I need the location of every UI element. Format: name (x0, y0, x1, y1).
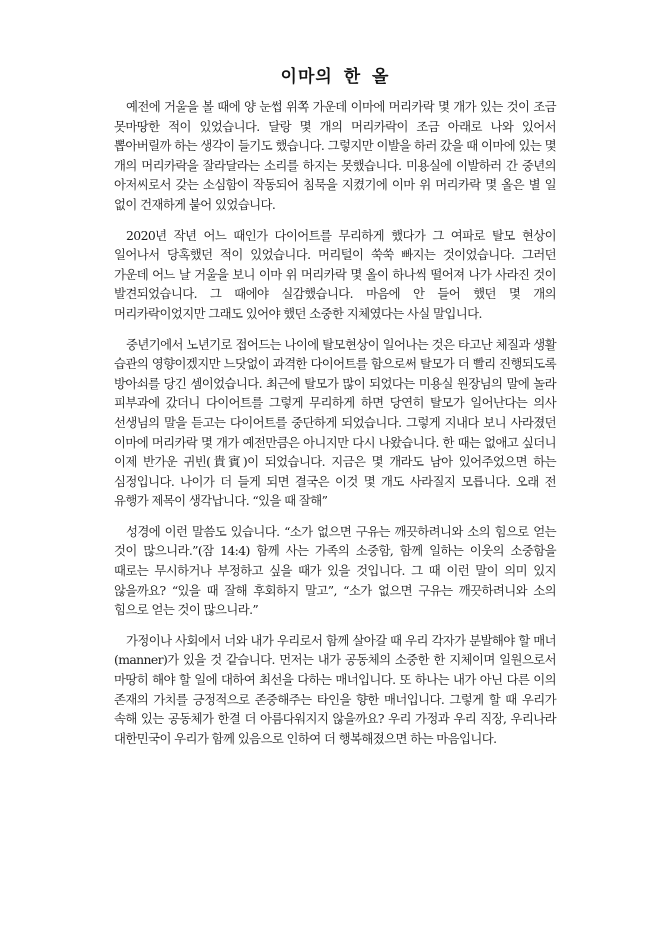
document-title: 이마의 한 올 (280, 67, 390, 87)
paragraph-1: 예전에 거울을 볼 때에 양 눈썹 위쪽 가운데 이마에 머리카락 몇 개가 있는 것이 조금 못마땅한 적이 있었습니다. 달랑 몇 개의 머리카락이 조금 아래로 나와 있어서 뽑아버릴까 하는 생각이 들기도 했습니다. 그렇지만 이발을 하러 갔을 때 이마에 있는 몇 개의 머리카락을 잘라달라는 소리를 하지는 못했습니다. 미용실에 이발하러 간 중년의 아저씨로서 갖는 소심함이 작동되어 침묵을 지켰기에 이마 위 머리카락 몇 올은 별 일 없이 건재하게 붙어 있었습니다. (114, 99, 556, 212)
paragraph-5: 가정이나 사회에서 너와 내가 우리로서 함께 살아갈 때 우리 각자가 분발해야 할 매너(manner)가 있을 것 같습니다. 먼저는 내가 공동체의 소중한 한 지체이며 일원으로서 마땅히 해야 할 일에 대하여 최선을 다하는 매너입니다. 또 하나는 내가 아닌 다른 이의 존재의 가치를 긍정적으로 존중해주는 타인을 향한 매너입니다. 그렇게 할 때 우리가 속해 있는 공동체가 한결 더 아름다워지지 않을까요? 우리 가정과 우리 직장, 우리나라 대한민국이 우리가 함께 있음으로 인하여 더 행복해졌으면 하는 마음입니다. (114, 632, 556, 746)
paragraph-2: 2020년 작년 어느 때인가 다이어트를 무리하게 했다가 그 여파로 탈모 현상이 일어나서 당혹했던 적이 있었습니다. 머리털이 쑥쑥 빠지는 것이었습니다. 그러던 가운데 어느 날 거울을 보니 이마 위 머리카락 몇 올이 하나씩 떨어져 나가 사라진 것이 발견되었습니다. 그 때에야 실감했습니다. 마음에 안 들어 했던 몇 개의 머리카락이었지만 그래도 있어야 했던 소중한 지체였다는 사실 말입니다. (114, 227, 556, 321)
paragraph-3: 중년기에서 노년기로 접어드는 나이에 탈모현상이 일어나는 것은 타고난 체질과 생활 습관의 영향이겠지만 느닷없이 과격한 다이어트를 함으로써 탈모가 더 빨리 진행되도록 방아쇠를 당긴 셈이었습니다. 최근에 탈모가 많이 되었다는 미용실 원장님의 말에 놀라 피부과에 갔더니 다이어트를 그렇게 무리하게 하면 당연히 탈모가 일어난다는 의사 선생님의 말을 듣고는 다이어트를 중단하게 되었습니다. 그렇게 지내다 보니 사라졌던 이마에 머리카락 몇 개가 예전만큼은 아니지만 다시 나왔습니다. 한 때는 없애고 싶더니 이제 반가운 귀빈(貴賓)이 되었습니다. 지금은 몇 개라도 남아 있어주었으면 하는 심정입니다. 나이가 더 들게 되면 결국은 이것 몇 개도 사라질지 모릅니다. 오래 전 유행가 제목이 생각납니다. “있을 때 잘해” (114, 336, 556, 509)
document-body (114, 97, 556, 759)
paragraph-4: 성경에 이런 말씀도 있습니다. “소가 없으면 구유는 깨끗하려니와 소의 힘으로 얻는 것이 많으니라.”(잠 14:4) 함께 사는 가족의 소중함, 함께 일하는 이웃의 소중함을 때로는 무시하거나 부정하고 싶을 때가 있을 것입니다. 그 때 이런 말이 의미 있지 않을까요? “있을 때 잘해 후회하지 말고”, “소가 없으면 구유는 깨끗하려니와 소의 힘으로 얻는 것이 많으니라.” (114, 523, 556, 618)
